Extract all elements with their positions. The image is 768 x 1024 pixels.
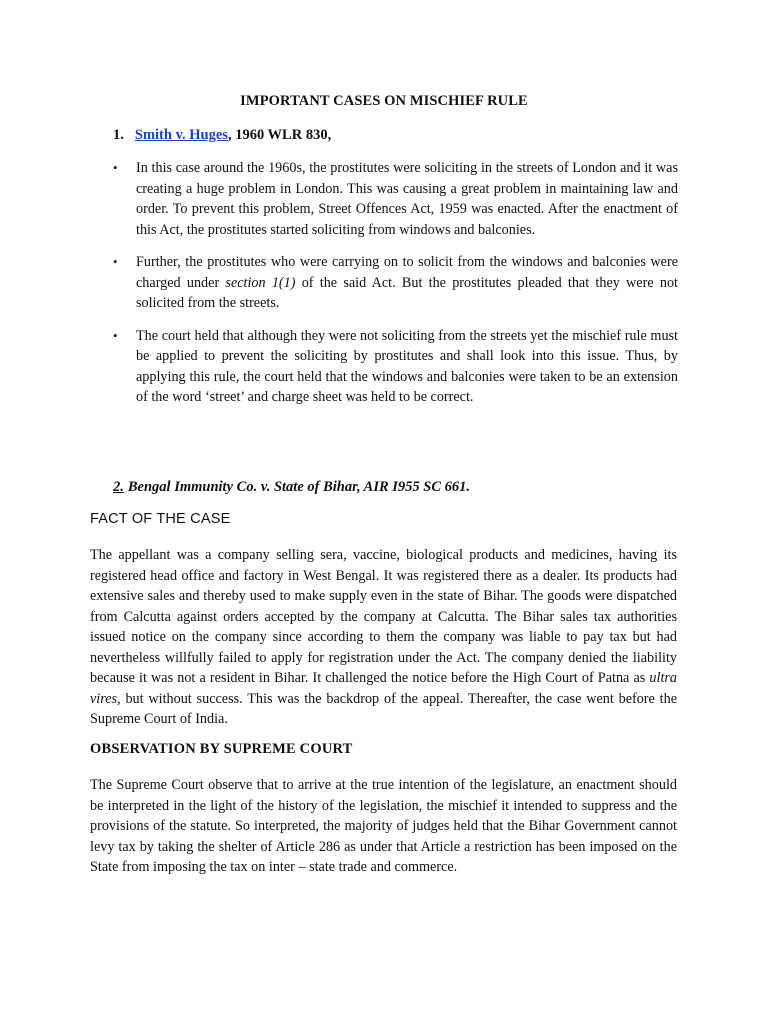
case1-bullet-list [113,158,678,420]
bullet-text-after: of the said Act. But the prostitutes pleaded that they were not solicited from the streets. [136,274,678,311]
document-title: IMPORTANT CASES ON MISCHIEF RULE [240,93,528,109]
fact-heading: FACT OF THE CASE [90,511,231,527]
list-item [113,158,678,240]
bullet-icon: • [113,254,118,269]
bullet-text: In this case around the 1960s, the prostitutes were soliciting in the streets of London and it was creating a huge problem in London. This was causing a great problem in maintaining law and order. To prevent this problem, Street Offences Act, 1959 was enacted. After the enactment of this Act, the prostitutes started soliciting from windows and balconies. [136,160,678,238]
fact-text-before: The appellant was a company selling sera, vaccine, biological products and medicines, having its registered head office and factory in West Bengal. It was registered there as a dealer. Its products had extensive sales and thereby used to make supply even in the state of Bihar. The goods were dispatched from Calcutta against orders accepted by the company at Calcutta. The Bihar sales tax authorities issued notice on the company since according to them the company was liable to pay tax but had nevertheless willfully failed to apply for registration under the Act. The company denied the liability because it was not a resident in Bihar. It challenged the notice before the High Court of Patna as [90,547,677,686]
fact-paragraph [90,545,677,730]
bullet-icon: • [113,327,118,343]
list-item [113,326,678,408]
fact-text-after: but without success. This was the backdrop of the appeal. Thereafter, the case went before the Supreme Court of India. [90,690,677,727]
bullet-text: The court held that although they were not soliciting from the streets yet the mischief rule must be applied to prevent the soliciting by prostitutes and shall look into this issue. Thus, by applying this rule, the court held that the windows and balconies were taken to be an extension of the word ‘street’ and charge sheet was held to be correct. [136,327,678,405]
observation-paragraph: The Supreme Court observe that to arrive at the true intention of the legislature, an enactment should be interpreted in the light of the history of the legislation, the mischief it intended to suppress and the provisions of the statute. So interpreted, the majority of judges held that the Bihar Government cannot levy tax by taking the shelter of Article 286 as under that Article a restriction has been imposed on the State from imposing the tax on inter – state trade and commerce. [90,777,677,875]
ultra-vires-term: ultra vires, [90,670,677,707]
case1-name-link[interactable]: Smith v. Huges [134,127,228,143]
bullet-icon: • [113,160,118,175]
case2-number: 2. [113,479,124,495]
case1-heading [113,127,331,144]
case1-number: 1. [113,127,124,143]
observation-heading: OBSERVATION BY SUPREME COURT [90,741,353,757]
list-item [113,252,678,314]
bullet-text-before: Further, the prostitutes who were carrying on to solicit from the windows and balconies were charged under [136,254,678,291]
section-reference: section 1(1) [225,274,296,291]
case1-citation: , 1960 WLR 830, [227,127,332,143]
case2-heading [113,479,470,496]
bullet-text [136,254,678,311]
case2-title: Bengal Immunity Co. v. State of Bihar, AIR I955 SC 661. [127,479,471,495]
